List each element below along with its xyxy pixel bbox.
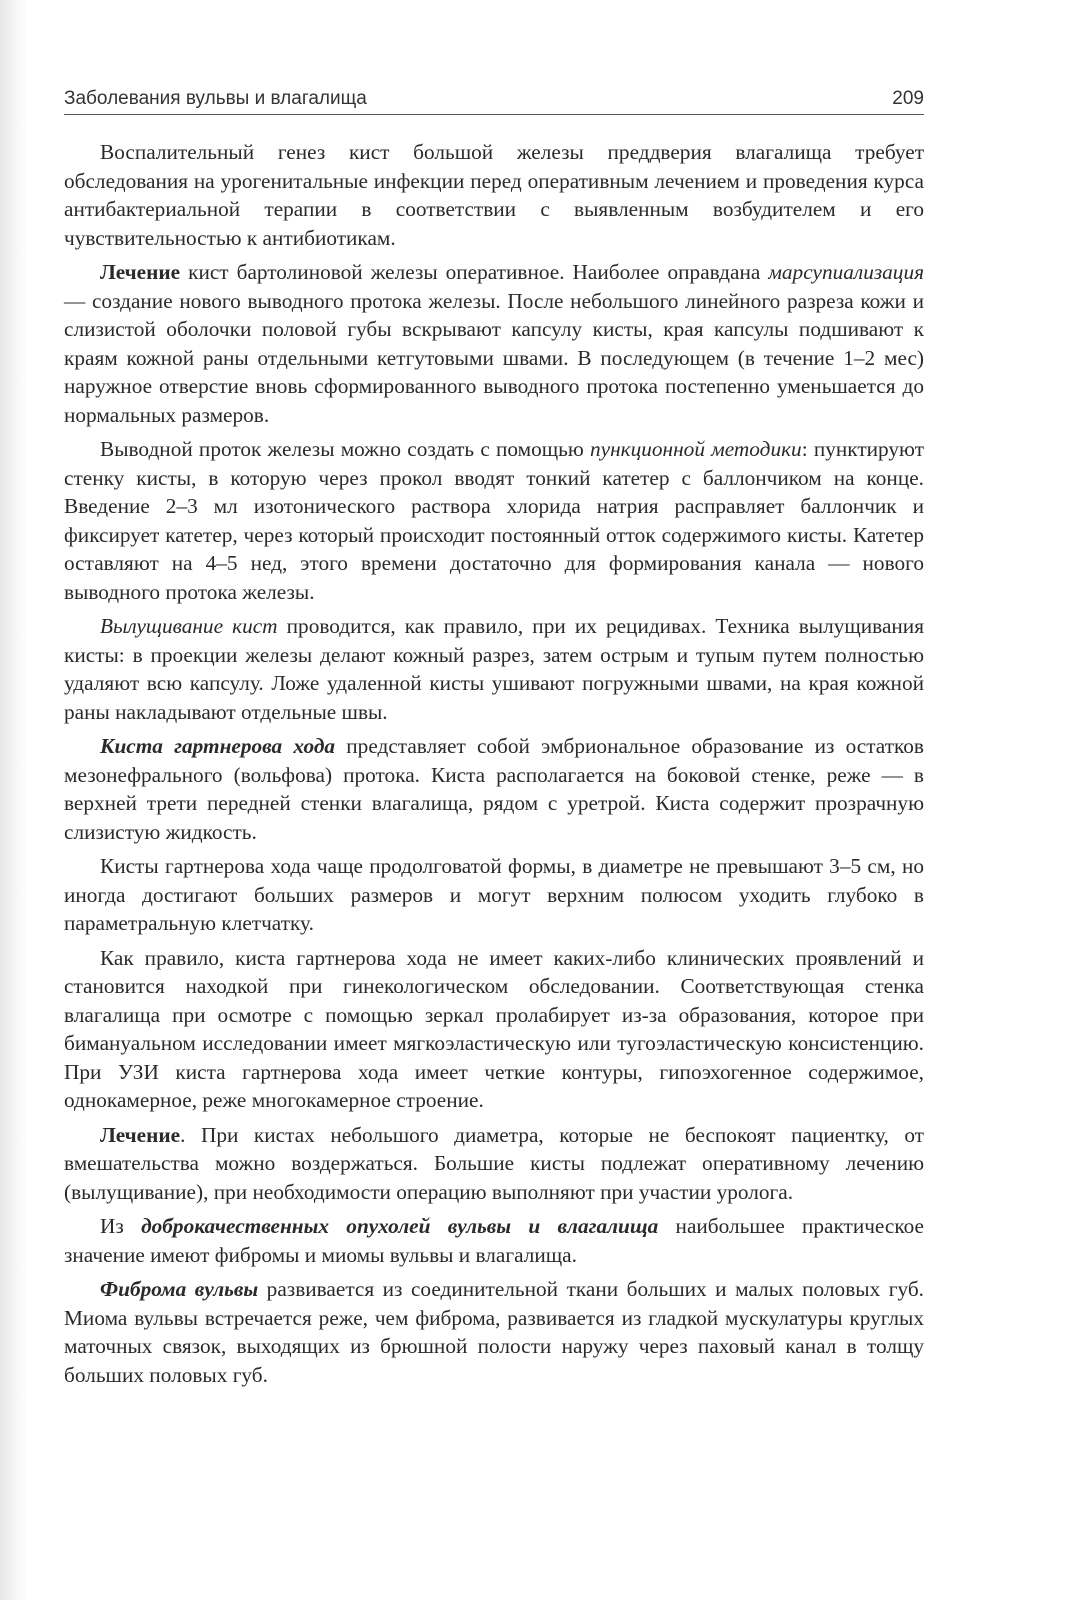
paragraph: Воспалительный генез кист большой железы преддверия влагалища требует обследования на урогенитальные инфекции перед оперативным лечением и проведения курса антибактериальной терапии в соответствии с выявленным возбудителем и его чувствительностью к антибиотикам. bbox=[64, 140, 924, 250]
paragraph: Из доброкачественных опухолей вульвы и влагалища наибольшее практическое значение имеют фибромы и миомы вульвы и влагалища. bbox=[64, 1214, 924, 1267]
paragraph: Лечение. При кистах небольшого диаметра, которые не беспокоят пациентку, от вмешательства можно воздержаться. Большие кисты подлежат оперативному лечению (вылущивание), при необходимости операцию выполняют при участии уролога. bbox=[64, 1122, 924, 1204]
body-text bbox=[64, 138, 924, 1395]
section-lead: Лечение bbox=[100, 260, 181, 284]
term: пункционной методики bbox=[589, 437, 802, 461]
section-lead: Лечение bbox=[100, 1122, 181, 1147]
section-lead: доброкачественных опухолей вульвы и влагалища bbox=[141, 1214, 659, 1238]
section-lead: Киста гартнерова хода bbox=[100, 734, 336, 758]
term: марсупиализация bbox=[768, 260, 924, 284]
paragraph: Выводной проток железы можно создать с помощью пункционной методики: пунктируют стенку кисты, в которую через прокол вводят тонкий катетер с баллончиком на конце. Введение 2–3 мл изотонического раствора хлорида натрия расправляет баллончик и фиксирует катетер, через который происходит постоянный отток содержимого кисты. Катетер оставляют на 4–5 нед, этого времени достаточно для формирования канала — нового выводного протока железы. bbox=[64, 437, 924, 604]
paragraph: Лечение кист бартолиновой железы оперативное. Наиболее оправдана марсупиализация — создание нового выводного протока железы. После небольшого линейного разреза кожи и слизистой оболочки половой губы вскрывают капсулу кисты, края капсулы подшивают к краям кожной раны отдельными кетгутовыми швами. В последующем (в течение 1–2 мес) наружное отверстие вновь сформированного выводного протока постепенно уменьшается до нормальных размеров. bbox=[64, 260, 924, 427]
section-lead: Фиброма вульвы bbox=[100, 1277, 259, 1301]
paragraph: Вылущивание кист проводится, как правило, при их рецидивах. Техника вылущивания кисты: в проекции железы делают кожный разрез, затем острым и тупым путем полностью удаляют всю капсулу. Ложе удаленной кисты ушивают погружными швами, на края кожной раны накладывают отдельные швы. bbox=[64, 614, 925, 724]
page-number: 209 bbox=[892, 88, 924, 109]
paragraph: Фиброма вульвы развивается из соединительной ткани больших и малых половых губ. Миома вульвы встречается реже, чем фиброма, развивается из гладкой мускулатуры круглых маточных связок, выходящих из брюшной полости наружу через паховый канал в толщу больших половых губ. bbox=[64, 1277, 924, 1387]
page-edge-shadow bbox=[0, 0, 28, 1600]
paragraph: Киста гартнерова хода представляет собой эмбриональное образование из остатков мезонефрального (вольфова) протока. Киста располагается на боковой стенке, реже — в верхней трети передней стенки влагалища, рядом с уретрой. Киста содержит прозрачную слизистую жидкость. bbox=[64, 734, 924, 844]
chapter-title: Заболевания вульвы и влагалища bbox=[64, 88, 367, 109]
running-header bbox=[64, 84, 924, 115]
term: Вылущивание кист bbox=[100, 614, 278, 638]
paragraph: Кисты гартнерова хода чаще продолговатой формы, в диаметре не превышают 3–5 см, но иногда достигают больших размеров и могут верхним полюсом уходить глубоко в параметральную клетчатку. bbox=[64, 854, 924, 935]
paragraph: Как правило, киста гартнерова хода не имеет каких-либо клинических проявлений и становится находкой при гинекологическом обследовании. Соответствующая стенка влагалища при осмотре с помощью зеркал пролабирует из-за образования, которое при бимануальном исследовании имеет мягкоэластическую или тугоэластическую консистенцию. При УЗИ киста гартнерова хода имеет четкие контуры, гипоэхогенное содержимое, однокамерное, реже многокамерное строение. bbox=[64, 945, 924, 1112]
